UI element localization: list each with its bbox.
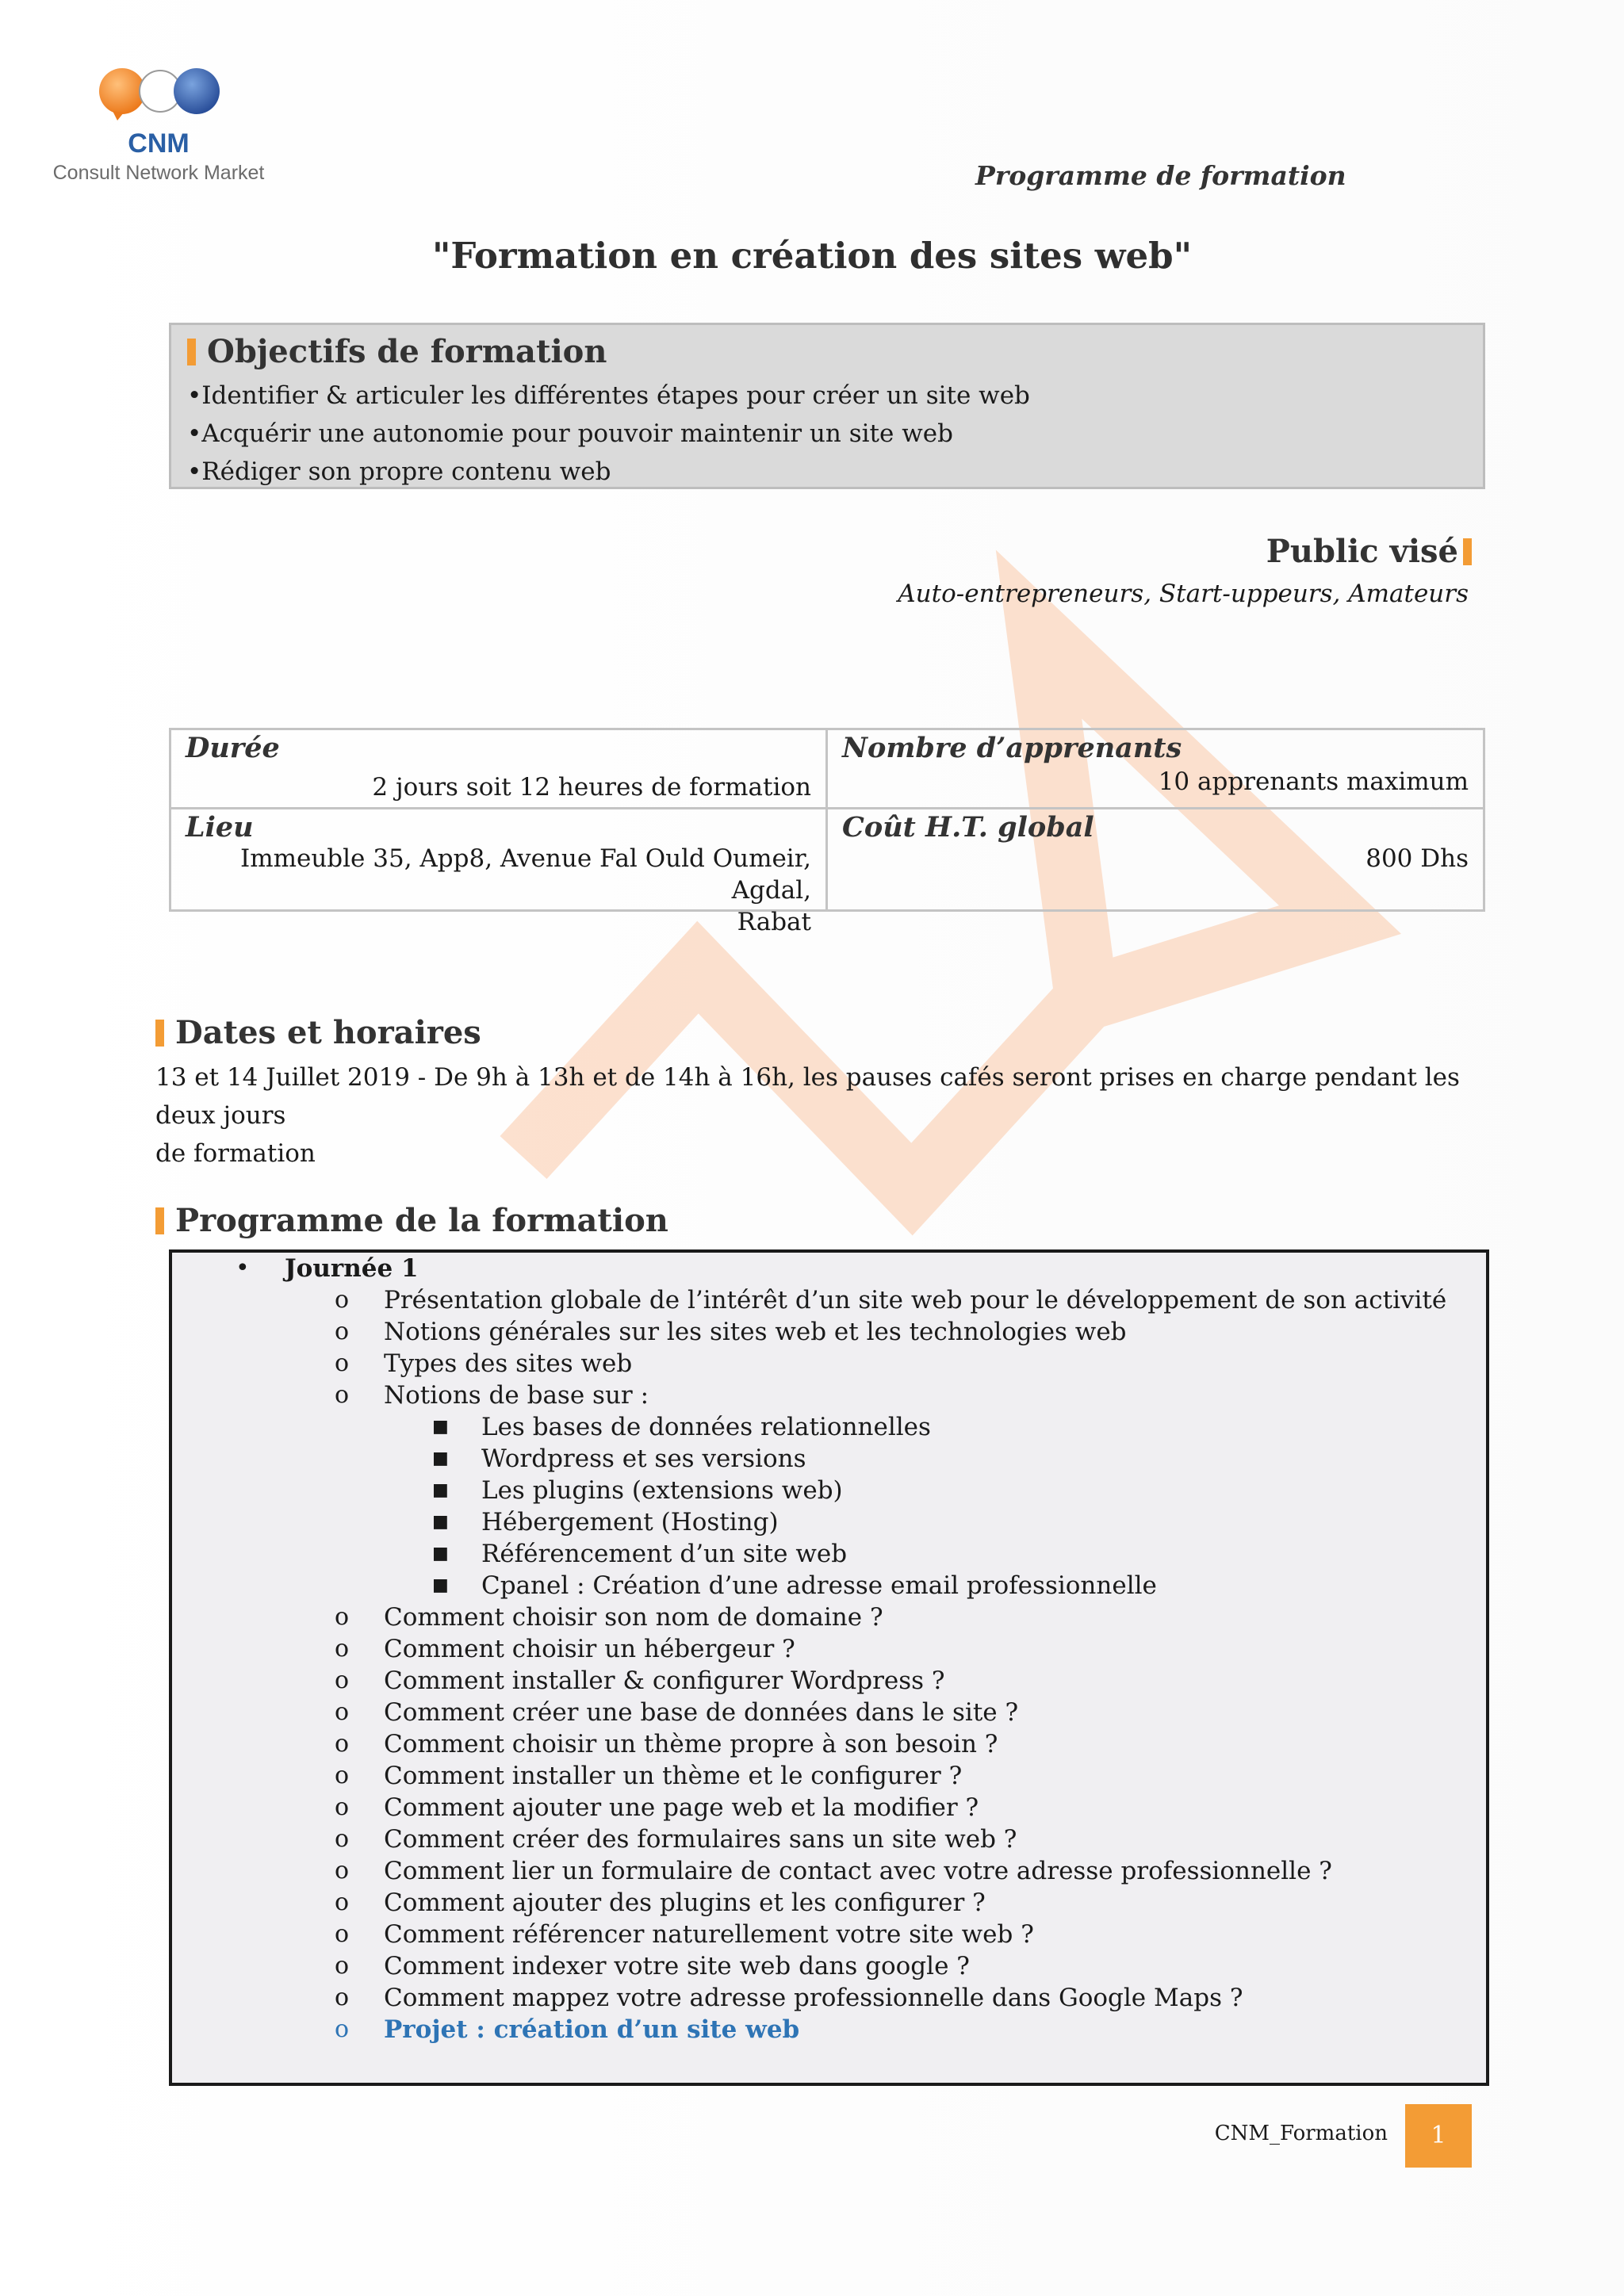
company-logo: [48, 65, 285, 192]
circle-bullet-icon: o: [335, 1952, 350, 1980]
projet-text: Projet : création d’un site web: [384, 2015, 800, 2044]
sub-list-item-text: Hébergement (Hosting): [481, 1508, 779, 1536]
sub-list-item-text: Référencement d’un site web: [481, 1540, 848, 1568]
page-title: "Formation en création des sites web": [431, 235, 1193, 277]
duree-value: 2 jours soit 12 heures de formation: [372, 773, 811, 802]
list-item-text: Comment créer des formulaires sans un site web ?: [384, 1825, 1017, 1854]
accent-bar: [1463, 538, 1472, 565]
accent-bar: [187, 339, 196, 365]
circle-bullet-icon: o: [335, 1349, 350, 1377]
duree-label: Durée: [186, 732, 280, 764]
circle-bullet-icon: o: [335, 1698, 350, 1726]
circle-bullet-icon: o: [335, 1920, 350, 1948]
list-item-text: Comment ajouter une page web et la modifier ?: [384, 1793, 979, 1822]
list-item-text: Notions générales sur les sites web et les technologies web: [384, 1318, 1127, 1346]
dates-heading-text: Dates et horaires: [175, 1014, 481, 1051]
list-item-text: Présentation globale de l’intérêt d’un site web pour le développement de son activité: [384, 1286, 1447, 1314]
public-heading-text: Public visé: [1266, 533, 1458, 570]
sub-list-item-text: Les plugins (extensions web): [481, 1476, 843, 1505]
page-number: 1: [1405, 2104, 1472, 2168]
lieu-cell: [171, 809, 828, 936]
square-bullet-icon: ■: [432, 1575, 449, 1595]
dates-text: [155, 1058, 1488, 1173]
document-type: Programme de formation: [975, 160, 1346, 191]
list-item-text: Comment ajouter des plugins et les configurer ?: [384, 1888, 986, 1917]
objectifs-box: [169, 323, 1485, 489]
accent-bar: [155, 1020, 164, 1047]
list-item-text: Comment référencer naturellement votre site web ?: [384, 1920, 1034, 1949]
circle-bullet-icon: o: [335, 1318, 350, 1345]
circle-bullet-icon: o: [335, 1730, 350, 1758]
cout-cell: [828, 809, 1483, 909]
logo-name: CNM: [128, 128, 190, 159]
objectif-item: •Identifier & articuler les différentes étapes pour créer un site web: [187, 381, 1030, 410]
objectif-item: •Rédiger son propre contenu web: [187, 457, 611, 486]
bullet-icon: •: [236, 1254, 250, 1282]
dates-line: de formation: [155, 1139, 316, 1168]
apprenants-label: Nombre d’apprenants: [842, 732, 1182, 764]
circle-bullet-icon: o: [335, 1762, 350, 1789]
lieu-value-line1: Immeuble 35, App8, Avenue Fal Ould Oumeir, Agdal,: [239, 844, 811, 905]
circle-bullet-icon: o: [335, 1635, 350, 1663]
list-item-text: Comment mappez votre adresse professionnelle dans Google Maps ?: [384, 1984, 1243, 2012]
day-label: Journée 1: [285, 1254, 419, 1283]
programme-heading-text: Programme de la formation: [175, 1202, 668, 1239]
programme-box: [169, 1249, 1489, 2086]
logo-circles-icon: [97, 65, 224, 121]
list-item-text: Comment créer une base de données dans le site ?: [384, 1698, 1019, 1727]
circle-bullet-icon: o: [335, 2015, 350, 2043]
square-bullet-icon: ■: [432, 1417, 449, 1437]
list-item-text: Types des sites web: [384, 1349, 633, 1378]
circle-bullet-icon: o: [335, 1857, 350, 1885]
cout-value: 800 Dhs: [1365, 844, 1469, 873]
accent-bar: [155, 1207, 164, 1234]
list-item-text: Comment installer un thème et le configurer ?: [384, 1762, 963, 1790]
circle-bullet-icon: o: [335, 1603, 350, 1631]
programme-heading: [155, 1202, 668, 1239]
circle-bullet-icon: o: [335, 1381, 350, 1409]
list-item-text: Comment choisir un thème propre à son besoin ?: [384, 1730, 998, 1758]
duree-cell: [171, 730, 828, 809]
square-bullet-icon: ■: [432, 1448, 449, 1468]
apprenants-value: 10 apprenants maximum: [1158, 767, 1469, 796]
square-bullet-icon: ■: [432, 1512, 449, 1532]
list-item-text: Notions de base sur :: [384, 1381, 649, 1410]
square-bullet-icon: ■: [432, 1544, 449, 1563]
objectifs-heading: [187, 333, 1483, 370]
objectifs-heading-text: Objectifs de formation: [207, 333, 607, 370]
sub-list-item-text: Wordpress et ses versions: [481, 1445, 806, 1473]
logo-subtitle: Consult Network Market: [52, 162, 265, 184]
sub-list-item-text: Les bases de données relationnelles: [481, 1413, 931, 1441]
apprenants-cell: [828, 730, 1483, 809]
footer-label: CNM_Formation: [1214, 2122, 1388, 2145]
public-heading: [1266, 533, 1472, 570]
lieu-label: Lieu: [186, 811, 254, 844]
objectif-item: •Acquérir une autonomie pour pouvoir maintenir un site web: [187, 419, 953, 448]
lieu-value: [171, 843, 811, 938]
circle-bullet-icon: o: [335, 1667, 350, 1694]
list-item-text: Comment installer & configurer Wordpress ?: [384, 1667, 945, 1695]
lieu-value-line2: Rabat: [737, 908, 811, 936]
square-bullet-icon: ■: [432, 1480, 449, 1500]
list-item-text: Comment indexer votre site web dans google ?: [384, 1952, 970, 1980]
circle-bullet-icon: o: [335, 1286, 350, 1314]
circle-bullet-icon: o: [335, 1984, 350, 2011]
cout-label: Coût H.T. global: [842, 811, 1094, 844]
list-item-text: Comment lier un formulaire de contact avec votre adresse professionnelle ?: [384, 1857, 1332, 1885]
circle-bullet-icon: o: [335, 1793, 350, 1821]
sub-list-item-text: Cpanel : Création d’une adresse email professionnelle: [481, 1571, 1157, 1600]
circle-bullet-icon: o: [335, 1825, 350, 1853]
dates-heading: [155, 1014, 481, 1051]
list-item-text: Comment choisir un hébergeur ?: [384, 1635, 795, 1663]
info-table: [169, 728, 1485, 936]
list-item-text: Comment choisir son nom de domaine ?: [384, 1603, 883, 1632]
dates-line: 13 et 14 Juillet 2019 - De 9h à 13h et de 14h à 16h, les pauses cafés seront prises en charge pendant les deux jours: [155, 1063, 1460, 1130]
public-value: Auto-entrepreneurs, Start-uppeurs, Amateurs: [898, 580, 1469, 608]
circle-bullet-icon: o: [335, 1888, 350, 1916]
